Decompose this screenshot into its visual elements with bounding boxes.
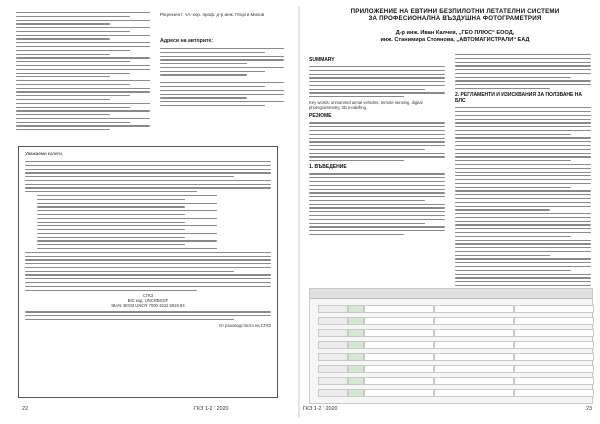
- column-left: [309, 54, 445, 238]
- addresses-title: Адреси на авторите:: [160, 38, 214, 44]
- author-line-2: инж. Станимира Стоянова, „АВТОМАГИСТРАЛИ“ ЕАД: [380, 36, 530, 43]
- regulations-text: [455, 107, 591, 301]
- abstract-text: [309, 122, 445, 161]
- box-signature: От ръководството на СГКЗ: [218, 322, 271, 328]
- right-journal-label: ГКЗ 1-2 ' 2020: [303, 406, 338, 412]
- regulations-table-figure: [309, 288, 593, 404]
- column-right: [455, 54, 591, 304]
- intro-heading: 1. ВЪВЕДЕНИЕ: [309, 164, 347, 171]
- summary-text: [309, 66, 445, 97]
- intro-text: [309, 173, 445, 235]
- bank-bic: BIC код: UNCRBGSF: [127, 298, 169, 304]
- left-page: [0, 0, 297, 424]
- box-greeting: Уважаеми колеги,: [25, 151, 64, 156]
- keywords: Key words: unmanned aerial vehicles, remote sensing, digital photogrammetry, 3D modelling.: [309, 100, 423, 111]
- right-page-number: 23: [586, 406, 592, 412]
- table-header: [310, 289, 592, 299]
- references-list: [16, 12, 150, 133]
- intro-text-cont: [455, 54, 591, 89]
- subscription-box: [18, 146, 278, 398]
- box-price-list: [37, 195, 249, 249]
- left-journal-label: ГКЗ 1-2 ' 2020: [194, 406, 229, 412]
- bank-name: СГКЗ: [142, 293, 154, 299]
- abstract-heading: РЕЗЮМЕ: [309, 113, 332, 120]
- article-title-line2: ЗА ПРОФЕСИОНАЛНА ВЪЗДУШНА ФОТОГРАМЕТРИЯ: [368, 15, 542, 23]
- article-title: [315, 8, 595, 23]
- box-paragraph-1: [25, 161, 271, 192]
- summary-heading: SUMMARY: [309, 57, 335, 63]
- author-addresses: [160, 48, 284, 109]
- regulations-heading: 2. РЕГЛАМЕНТИ И ИЗИСКВАНИЯ ЗА ПОЛЗВАНЕ НА БЛС: [455, 92, 582, 105]
- article-title-line1: ПРИЛОЖЕНИЕ НА ЕВТИНИ БЕЗПИЛОТНИ ЛЕТАТЕЛНИ СИСТЕМИ: [350, 8, 560, 15]
- table-body: [314, 305, 588, 399]
- left-page-number: 22: [22, 406, 28, 412]
- page-gutter: [298, 6, 300, 418]
- article-authors: [315, 30, 595, 43]
- right-page: [303, 0, 600, 424]
- author-line-1: Д-р инж. Иван Калчев, „ГЕО ПЛЮС“ ЕООД,: [395, 30, 515, 36]
- box-paragraph-2: [25, 252, 271, 291]
- reviewer-note: Рецензент: чл.-кор. проф. д-р инж. Георги Михов: [160, 12, 265, 17]
- bank-iban: IBAN: BG03 UNCR 7000 1522 5819 84: [111, 303, 185, 309]
- box-paragraph-3: [25, 311, 271, 320]
- bank-details: [25, 293, 271, 308]
